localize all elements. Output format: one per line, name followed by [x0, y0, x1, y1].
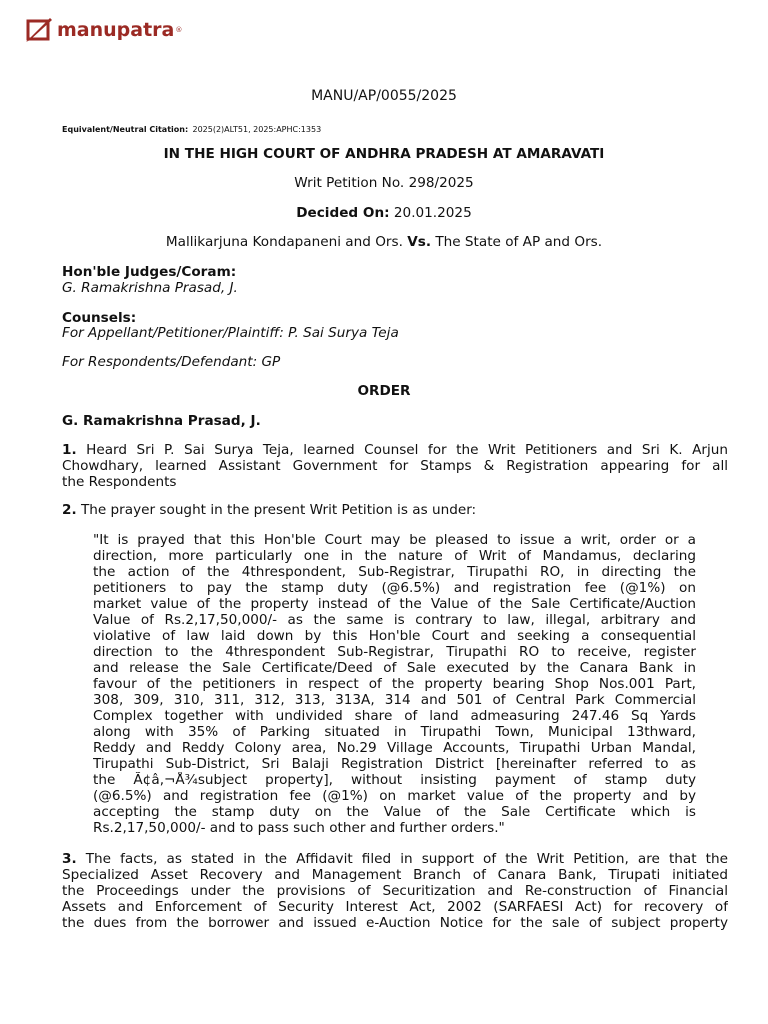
- equivalent-citation-value: 2025(2)ALT51, 2025:APHC:1353: [192, 125, 322, 134]
- order-heading: ORDER: [357, 383, 411, 399]
- quote-line: direction to the 4threspondent Sub-Registrar, Tirupathi RO to receive, register: [93, 644, 696, 660]
- para-number: 2.: [62, 502, 77, 518]
- quote-line: 308, 309, 310, 311, 312, 313, 313A, 314 and 501 of Central Park Commercial: [93, 692, 696, 708]
- para-line: Chowdhary, learned Assistant Government for Stamps & Registration appearing for all: [62, 458, 728, 474]
- quote-line: favour of the petitioners in respect of the property bearing Shop Nos.001 Part,: [93, 676, 696, 692]
- equivalent-citation-label: Equivalent/Neutral Citation:: [62, 125, 189, 134]
- quote-line: petitioners to pay the stamp duty (@6.5%) and registration fee (@1%) on: [93, 580, 696, 596]
- para-line: Assets and Enforcement of Security Interest Act, 2002 (SARFAESI Act) for recovery of: [62, 899, 728, 915]
- quote-line: (@6.5%) and registration fee (@1%) on market value of the property and by: [93, 788, 696, 804]
- manupatra-logo: [26, 18, 182, 42]
- para-text: The prayer sought in the present Writ Petition is as under:: [80, 502, 477, 518]
- case-number: Writ Petition No. 298/2025: [294, 175, 474, 191]
- respondent: The State of AP and Ors.: [435, 234, 603, 250]
- para-text: Heard Sri P. Sai Surya Teja, learned Counsel for the Writ Petitioners and Sri K. Arjun: [86, 442, 728, 458]
- logo-text: manupatra: [57, 19, 175, 41]
- registered-mark: ®: [175, 26, 183, 34]
- quote-line: direction, more particularly one in the nature of Writ of Mandamus, declaring: [93, 548, 696, 564]
- counsels-label: Counsels:: [62, 310, 137, 326]
- quote-line: along with 35% of Parking situated in Tirupathi Town, Municipal 13thward,: [93, 724, 696, 740]
- counsel-appellant: For Appellant/Petitioner/Plaintiff: P. Sai Surya Teja: [62, 325, 399, 341]
- quote-line: Complex together with undivided share of land admeasuring 247.46 Sq Yards: [93, 708, 696, 724]
- para-line: the dues from the borrower and issued e-Auction Notice for the sale of subject property: [62, 915, 728, 931]
- para-number: 1.: [62, 442, 77, 458]
- para-text: The facts, as stated in the Affidavit filed in support of the Writ Petition, are that the: [85, 851, 728, 867]
- author-judge: G. Ramakrishna Prasad, J.: [62, 413, 261, 429]
- petitioner: Mallikarjuna Kondapaneni and Ors.: [165, 234, 403, 250]
- decided-date: 20.01.2025: [393, 205, 472, 221]
- quote-line: Value of Rs.2,17,50,000/- as the same is contrary to law, illegal, arbitrary and: [93, 612, 696, 628]
- quote-line: Reddy and Reddy Colony area, No.29 Village Accounts, Tirupathi Urban Mandal,: [93, 740, 696, 756]
- para-line: the Proceedings under the provisions of Securitization and Re-construction of Financial: [62, 883, 728, 899]
- parties: [0, 234, 768, 250]
- judges: G. Ramakrishna Prasad, J.: [62, 280, 238, 296]
- paragraph-3: [62, 851, 728, 931]
- quote-line: accepting the stamp duty on the Value of the Sale Certificate which is: [93, 804, 696, 820]
- para-line: Specialized Asset Recovery and Management Branch of Canara Bank, Tirupati initiated: [62, 867, 728, 883]
- equivalent-citation: [62, 120, 321, 136]
- quote-line: violative of law laid down by this Hon'ble Court and seeking a consequential: [93, 628, 696, 644]
- quote-line: the Ã¢â‚¬Å¾subject property], without insisting payment of stamp duty: [93, 772, 696, 788]
- counsel-respondent: For Respondents/Defendant: GP: [62, 354, 281, 370]
- quote-line: the action of the 4threspondent, Sub-Registrar, Tirupathi RO, in directing the: [93, 564, 696, 580]
- quote-line: Tirupathi Sub-District, Sri Balaji Registration District [hereinafter referred to as: [93, 756, 696, 772]
- prayer-quote: [93, 532, 696, 836]
- versus: Vs.: [407, 234, 431, 250]
- para-line: [62, 851, 728, 867]
- manupatra-logo-icon: [26, 18, 52, 42]
- decided-on: [0, 205, 768, 221]
- quote-line: Rs.2,17,50,000/- and to pass such other and further orders.": [93, 820, 505, 836]
- court-name: IN THE HIGH COURT OF ANDHRA PRADESH AT AMARAVATI: [163, 146, 605, 162]
- decided-label: Decided On:: [296, 205, 390, 221]
- quote-line: "It is prayed that this Hon'ble Court may be pleased to issue a writ, order or a: [93, 532, 696, 548]
- quote-line: and release the Sale Certificate/Deed of Sale executed by the Canara Bank in: [93, 660, 696, 676]
- paragraph-2: [62, 502, 728, 518]
- para-line: the Respondents: [62, 474, 177, 490]
- para-line: [62, 442, 728, 458]
- paragraph-1: [62, 442, 728, 490]
- quote-line: market value of the property instead of the Value of the Sale Certificate/Auction: [93, 596, 696, 612]
- citation-id: MANU/AP/0055/2025: [311, 88, 457, 104]
- judges-label: Hon'ble Judges/Coram:: [62, 264, 237, 280]
- para-number: 3.: [62, 851, 77, 867]
